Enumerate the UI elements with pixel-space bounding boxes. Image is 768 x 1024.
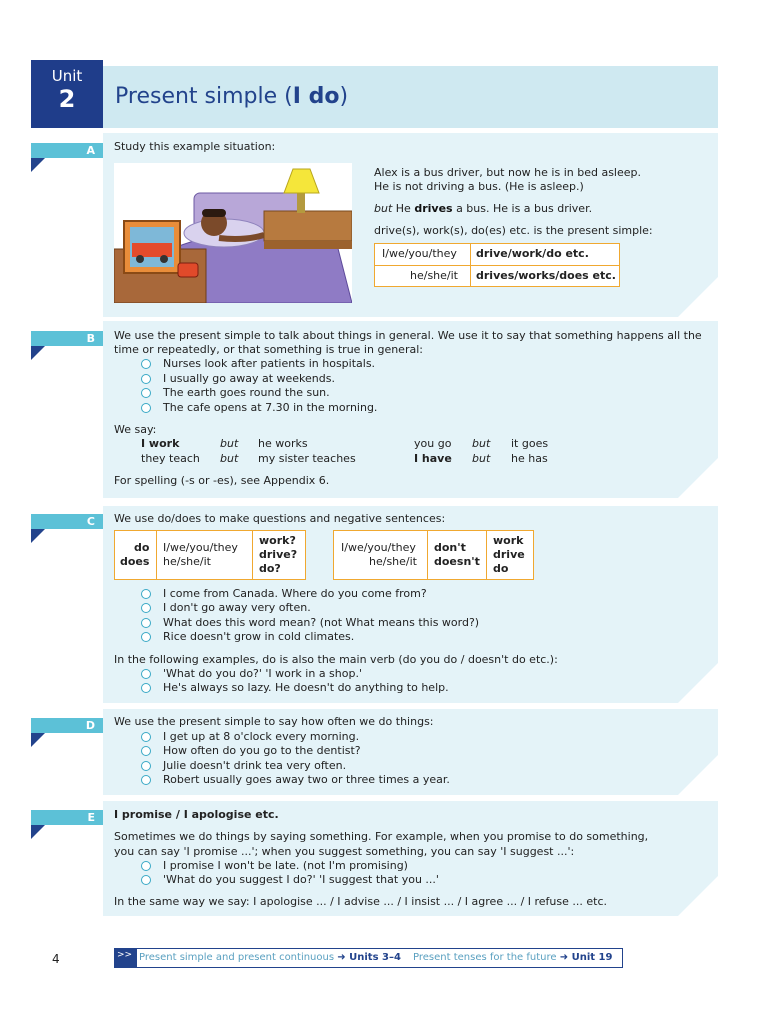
say-r1c2: but	[220, 437, 239, 450]
q-does: does	[120, 555, 150, 568]
section-e-same-way: In the same way we say: I apologise ... / I advise ... / I insist ... / I agree ... / I refuse ... etc.	[114, 895, 608, 908]
q-subj1: I/we/you/they	[163, 541, 238, 554]
section-a-line3: but He drives a bus. He is a bus driver.	[374, 202, 593, 215]
section-a-line1: Alex is a bus driver, but now he is in bed asleep.	[374, 166, 641, 179]
bullet	[141, 775, 151, 785]
page-number: 4	[52, 952, 60, 966]
say-r2c6: he has	[511, 452, 548, 465]
say-r2c1: they teach	[141, 452, 200, 465]
unit-word: Unit	[51, 67, 83, 85]
section-b-example-4: The cafe opens at 7.30 in the morning.	[163, 401, 378, 414]
bullet	[141, 618, 151, 628]
n-subj2: he/she/it	[369, 555, 417, 568]
section-e-heading: I promise / I apologise etc.	[114, 808, 279, 821]
cross-reference-bar	[114, 948, 623, 968]
section-e-paragraph-2: you can say 'I promise ...'; when you suggest something, you can say 'I suggest ...':	[114, 845, 575, 858]
table-row1-verbs: drive/work/do etc.	[476, 247, 589, 260]
section-e-example-1: I promise I won't be late. (not I'm promising)	[163, 859, 408, 872]
section-a-intro: Study this example situation:	[114, 140, 276, 153]
crossref-link-unit-19[interactable]: Present tenses for the future ➜ Unit 19	[413, 952, 613, 963]
section-d-marker	[31, 733, 45, 747]
section-c-example-5: 'What do you do?' 'I work in a shop.'	[163, 667, 362, 680]
section-b-intro-2: time or repeatedly, or that something is true in general:	[114, 343, 423, 356]
section-b-example-3: The earth goes round the sun.	[163, 386, 330, 399]
section-a-marker	[31, 158, 45, 172]
table-row2-verbs: drives/works/does etc.	[476, 269, 616, 282]
bullet	[141, 632, 151, 642]
say-r1c3: he works	[258, 437, 308, 450]
section-b-example-1: Nurses look after patients in hospitals.	[163, 357, 376, 370]
section-e-paragraph-1: Sometimes we do things by saying something. For example, when you promise to do something,	[114, 830, 649, 843]
say-r1c1: I work	[141, 437, 180, 450]
bullet	[141, 589, 151, 599]
bullet	[141, 403, 151, 413]
q-subj2: he/she/it	[163, 555, 211, 568]
double-arrow-icon: >>	[115, 949, 137, 967]
bullet	[141, 359, 151, 369]
q-v1: work?	[259, 534, 296, 547]
n-doesnt: doesn't	[434, 555, 480, 568]
bullet	[141, 761, 151, 771]
section-a-line2: He is not driving a bus. (He is asleep.)	[374, 180, 584, 193]
section-c-example-3: What does this word mean? (not What means this word?)	[163, 616, 480, 629]
section-d-example-1: I get up at 8 o'clock every morning.	[163, 730, 360, 743]
section-b-tab: B	[31, 331, 103, 346]
n-v2: drive	[493, 548, 525, 561]
section-c-example-6: He's always so lazy. He doesn't do anything to help.	[163, 681, 449, 694]
section-d-intro: We use the present simple to say how often we do things:	[114, 715, 434, 728]
bullet	[141, 875, 151, 885]
section-c-marker	[31, 529, 45, 543]
section-c-main-verb: In the following examples, do is also the main verb (do you do / doesn't do etc.):	[114, 653, 558, 666]
say-r2c5: but	[472, 452, 491, 465]
section-d-example-4: Robert usually goes away two or three times a year.	[163, 773, 450, 786]
q-v2: drive?	[259, 548, 298, 561]
table-row1-subject: I/we/you/they	[382, 247, 457, 260]
q-v3: do?	[259, 562, 281, 575]
bullet	[141, 374, 151, 384]
q-do: do	[134, 541, 150, 554]
section-c-example-4: Rice doesn't grow in cold climates.	[163, 630, 355, 643]
page-title: Present simple (I do)	[115, 84, 349, 109]
say-r1c5: but	[472, 437, 491, 450]
section-b-we-say: We say:	[114, 423, 157, 436]
unit-badge	[31, 60, 103, 128]
section-c-example-1: I come from Canada. Where do you come from?	[163, 587, 427, 600]
section-e-marker	[31, 825, 45, 839]
section-c-example-2: I don't go away very often.	[163, 601, 311, 614]
say-r2c3: my sister teaches	[258, 452, 356, 465]
say-r2c4: I have	[414, 452, 452, 465]
sleeping-bus-driver-illustration	[114, 163, 352, 303]
say-r2c2: but	[220, 452, 239, 465]
section-b-example-2: I usually go away at weekends.	[163, 372, 335, 385]
section-c-tab: C	[31, 514, 103, 529]
section-a-forms: drive(s), work(s), do(es) etc. is the present simple:	[374, 224, 653, 237]
crossref-link-units-3-4[interactable]: Present simple and present continuous ➜ Units 3–4	[139, 952, 401, 963]
section-d-example-3: Julie doesn't drink tea very often.	[163, 759, 347, 772]
section-c-intro: We use do/does to make questions and negative sentences:	[114, 512, 446, 525]
section-b-marker	[31, 346, 45, 360]
title-bar	[103, 66, 718, 128]
table-row2-subject: he/she/it	[410, 269, 458, 282]
section-a-tab: A	[31, 143, 103, 158]
bullet	[141, 861, 151, 871]
bullet	[141, 732, 151, 742]
section-b-spelling: For spelling (-s or -es), see Appendix 6.	[114, 474, 330, 487]
bullet	[141, 746, 151, 756]
section-d-tab: D	[31, 718, 103, 733]
n-v3: do	[493, 562, 509, 575]
section-e-example-2: 'What do you suggest I do?' 'I suggest that you ...'	[163, 873, 439, 886]
section-b-intro-1: We use the present simple to talk about things in general. We use it to say that something happens all the	[114, 329, 702, 342]
n-subj1: I/we/you/they	[341, 541, 416, 554]
bullet	[141, 603, 151, 613]
unit-number: 2	[58, 85, 76, 113]
n-dont: don't	[434, 541, 466, 554]
bullet	[141, 388, 151, 398]
section-e-tab: E	[31, 810, 103, 825]
bullet	[141, 683, 151, 693]
say-r1c6: it goes	[511, 437, 549, 450]
bullet	[141, 669, 151, 679]
n-v1: work	[493, 534, 524, 547]
say-r1c4: you go	[414, 437, 452, 450]
section-d-example-2: How often do you go to the dentist?	[163, 744, 361, 757]
